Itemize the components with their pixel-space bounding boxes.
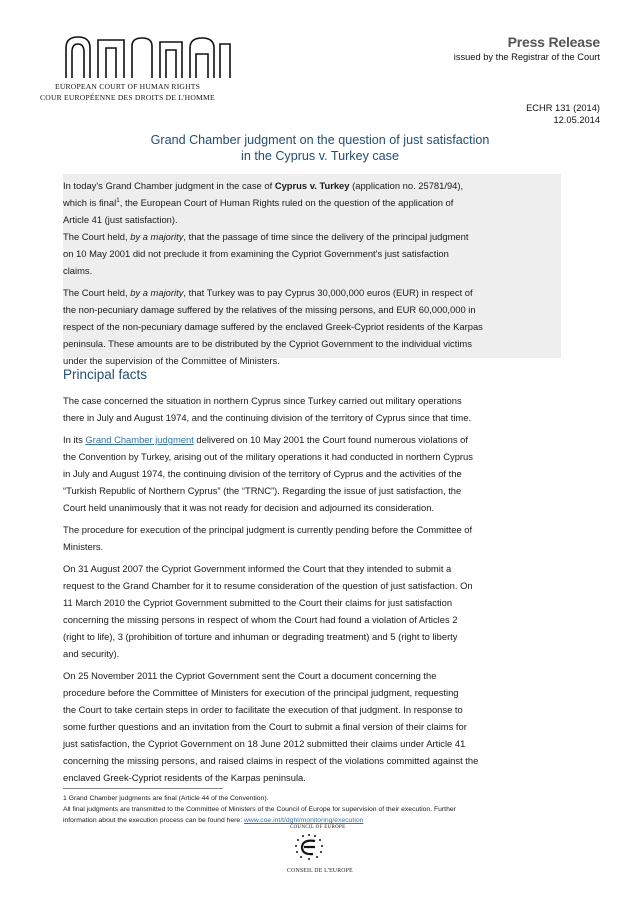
headline-line-1: Grand Chamber judgment on the question of just satisfaction: [150, 133, 490, 147]
summary-line: the non-pecuniary damage suffered by the relatives of the missing persons, and EUR 60,000,000 in: [63, 304, 476, 315]
conseil-de-l-europe-label: CONSEIL DE L'EUROPE: [287, 868, 353, 874]
footnote-line: All final judgments are transmitted to the Committee of Ministers of the Council of Europe for supervision of their execution. Further: [63, 806, 456, 813]
body-line: The procedure for execution of the principal judgment is currently pending before the Committee of: [63, 524, 473, 535]
headline-line-2: in the Cyprus v. Turkey case: [241, 149, 399, 163]
summary-line: In today's Grand Chamber judgment in the case of Cyprus v. Turkey (application no. 25781/94),: [63, 180, 464, 191]
summary-line: The Court held, by a majority, that Turkey was to pay Cyprus 30,000,000 euros (EUR) in respect of: [63, 287, 473, 298]
summary-line: The Court held, by a majority, that the passage of time since the delivery of the principal judgment: [63, 231, 469, 242]
body-line: just satisfaction, the Cypriot Government on 18 June 2012 submitted their claims under Article 41: [63, 738, 466, 749]
footnote-divider: [63, 788, 223, 789]
body-line: 11 March 2010 the Cypriot Government submitted to the Court their claims for just satisfaction: [63, 597, 453, 608]
body-line: Ministers.: [63, 541, 104, 552]
body-line: enclaved Greek-Cypriot residents of the Karpas peninsula.: [63, 772, 306, 783]
summary-line: which is final$^1$, the European Court of Human Rights ruled on the question of the application of: [63, 196, 454, 208]
court-building-icon: [62, 34, 232, 80]
reference-number: ECHR 131 (2014): [526, 103, 600, 113]
body-line: in July and August 1974, the continuing division of the territory of Cyprus and the activities of the: [63, 468, 462, 479]
grand-chamber-judgment-link[interactable]: Grand Chamber judgment: [85, 434, 194, 445]
body-line: some further questions and an invitation from the Court to submit a final version of their claims for: [63, 721, 467, 732]
council-of-europe-logo-icon: [291, 833, 351, 867]
issued-by: issued by the Registrar of the Court: [453, 52, 600, 62]
court-logo: [40, 34, 250, 112]
release-date: 12.05.2014: [553, 115, 600, 125]
body-line: concerning the missing persons, and raised claims in respect of the violations committed against the: [63, 755, 479, 766]
body-line: “Turkish Republic of Northern Cyprus” (the “TRNC”). Regarding the issue of just satisfaction, the: [63, 485, 462, 496]
logo-text-french: COUR EUROPÉENNE DES DROITS DE L'HOMME: [40, 93, 215, 102]
body-line: there in July and August 1974, and the continuing division of the territory of Cyprus since that time.: [63, 412, 472, 423]
section-heading-principal-facts: Principal facts: [63, 367, 148, 382]
body-line: and security).: [63, 648, 120, 659]
body-line: the Court to take certain steps in order to facilitate the execution of that judgment. In response to: [63, 704, 463, 715]
press-release-title: Press Release: [507, 34, 600, 50]
summary-line: under the supervision of the Committee of Ministers.: [63, 355, 280, 366]
summary-line: on 10 May 2001 did not preclude it from examining the Cypriot Government's just satisfaction: [63, 248, 449, 259]
council-of-europe-label: COUNCIL OF EUROPE: [290, 825, 346, 830]
footnote-line: information about the execution process can be found here: www.coe.int/t/dghl/monitoring/execution: [63, 817, 364, 824]
footnote-marker: 1: [116, 196, 120, 204]
case-name: Cyprus v. Turkey: [274, 180, 350, 191]
body-line: the Convention by Turkey, arising out of the military operations it had conducted in northern Cyprus: [63, 451, 473, 462]
footnote-line: 1 Grand Chamber judgments are final (Article 44 of the Convention).: [63, 795, 269, 802]
execution-info-link[interactable]: www.coe.int/t/dghl/monitoring/execution: [244, 817, 364, 824]
body-line: On 31 August 2007 the Cypriot Government informed the Court that they intended to submit a: [63, 563, 452, 574]
summary-line: claims.: [63, 265, 93, 276]
logo-text-english: EUROPEAN COURT OF HUMAN RIGHTS: [55, 82, 201, 91]
body-line: procedure before the Committee of Ministers for execution of the principal judgment, requesting: [63, 687, 459, 698]
body-line: In its Grand Chamber judgment delivered on 10 May 2001 the Court found numerous violations of: [63, 434, 468, 445]
summary-line: peninsula. These amounts are to be distributed by the Cypriot Government to the individual victims: [63, 338, 472, 349]
body-line: request to the Grand Chamber for it to resume consideration of the question of just satisfaction. On: [63, 580, 473, 591]
body-line: (right to life), 3 (prohibition of torture and inhuman or degrading treatment) and 5 (right to liberty: [63, 631, 458, 642]
body-line: The case concerned the situation in northern Cyprus since Turkey carried out military operations: [63, 395, 462, 406]
body-line: On 25 November 2011 the Cypriot Government sent the Court a document concerning the: [63, 670, 437, 681]
body-line: Court held unanimously that it was not ready for decision and adjourned its consideration.: [63, 502, 435, 513]
summary-line: respect of the non-pecuniary damage suffered by the enclaved Greek-Cypriot residents of the Karpas: [63, 321, 483, 332]
summary-line: Article 41 (just satisfaction).: [63, 214, 178, 225]
body-line: concerning the missing persons in respect of whom the Court had found a violation of Articles 2: [63, 614, 458, 625]
